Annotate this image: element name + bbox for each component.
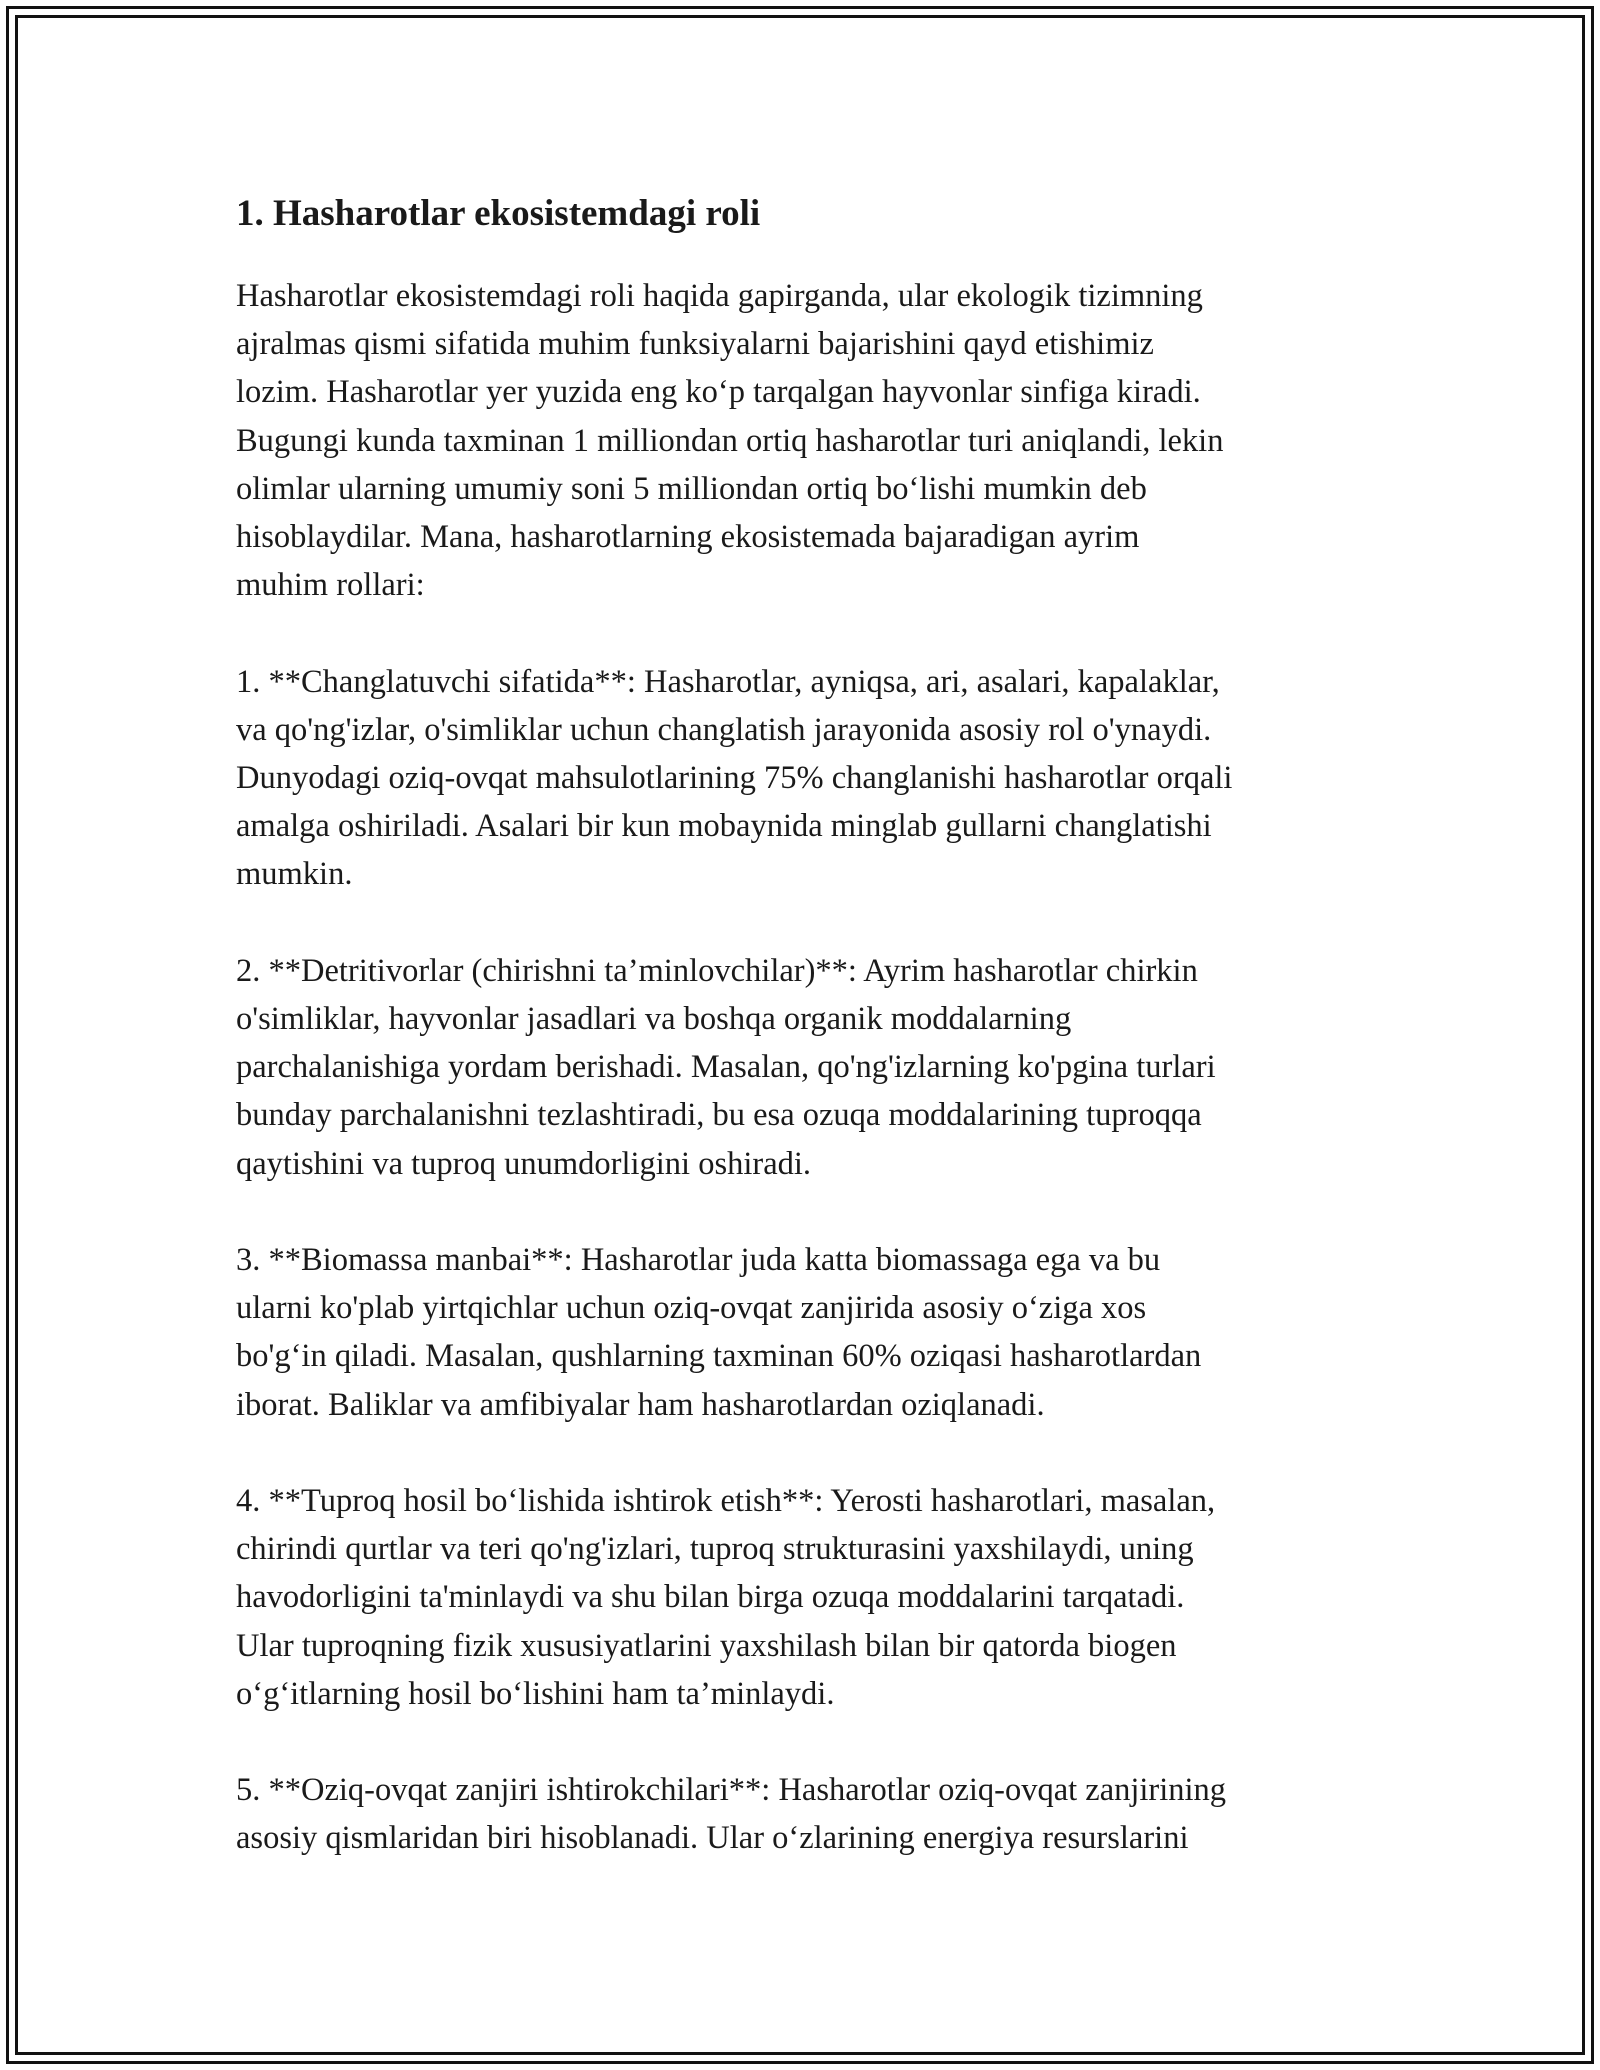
- text-line: iborat. Baliklar va amfibiyalar ham hasharotlardan oziqlanadi.: [236, 1386, 1045, 1423]
- text-line: Bugungi kunda taxminan 1 milliondan ortiq hasharotlar turi aniqlandi, lekin: [236, 422, 1224, 459]
- document-body: [236, 272, 1406, 1863]
- text-line: hisoblaydilar. Mana, hasharotlarning ekosistemada bajaradigan ayrim: [236, 519, 1140, 556]
- text-line: ajralmas qismi sifatida muhim funksiyalarni bajarishini qayd etishimiz: [236, 326, 1154, 363]
- paragraph-4: [236, 1236, 1406, 1429]
- section-title: 1. Hasharotlar ekosistemdagi roli: [236, 193, 761, 234]
- text-line: 5. **Oziq-ovqat zanjiri ishtirokchilari**: Hasharotlar oziq-ovqat zanjirining: [236, 1772, 1227, 1809]
- text-line: o'simliklar, hayvonlar jasadlari va boshqa organik moddalarning: [236, 1001, 1072, 1038]
- paragraph-1: [236, 272, 1406, 609]
- text-line: Hasharotlar ekosistemdagi roli haqida gapirganda, ular ekologik tizimning: [236, 278, 1203, 314]
- text-line: parchalanishiga yordam berishadi. Masalan, qo'ng'izlarning ko'pgina turlari: [236, 1049, 1216, 1086]
- text-line: olimlar ularning umumiy soni 5 milliondan ortiq bo‘lishi mumkin deb: [236, 470, 1147, 507]
- text-line: asosiy qismlaridan biri hisoblanadi. Ular o‘zlarining energiya resurslarini: [236, 1820, 1189, 1857]
- text-line: Dunyodagi oziq-ovqat mahsulotlarining 75% changlanishi hasharotlar orqali: [236, 760, 1233, 797]
- text-line: amalga oshiriladi. Asalari bir kun mobaynida minglab gullarni changlatishi: [236, 808, 1212, 845]
- text-line: lozim. Hasharotlar yer yuzida eng ko‘p tarqalgan hayvonlar sinfiga kiradi.: [236, 374, 1201, 411]
- paragraph-6: [236, 1766, 1406, 1862]
- text-line: 2. **Detritivorlar (chirishni ta’minlovchilar)**: Ayrim hasharotlar chirkin: [236, 952, 1198, 989]
- text-line: ularni ko'plab yirtqichlar uchun oziq-ovqat zanjirida asosiy o‘ziga xos: [236, 1290, 1147, 1327]
- text-line: 1. **Changlatuvchi sifatida**: Hasharotlar, ayniqsa, ari, asalari, kapalaklar,: [236, 663, 1220, 700]
- text-line: muhim rollari:: [236, 567, 425, 604]
- text-line: 3. **Biomassa manbai**: Hasharotlar juda katta biomassaga ega va bu: [236, 1242, 1161, 1279]
- paragraph-3: [236, 947, 1406, 1188]
- text-line: chirindi qurtlar va teri qo'ng'izlari, tuproq strukturasini yaxshilaydi, uning: [236, 1531, 1194, 1568]
- text-line: va qo'ng'izlar, o'simliklar uchun changlatish jarayonida asosiy rol o'ynaydi.: [236, 711, 1212, 748]
- paragraph-5: [236, 1477, 1406, 1718]
- text-line: bunday parchalanishni tezlashtiradi, bu esa ozuqa moddalarining tuproqqa: [236, 1097, 1202, 1134]
- text-line: 4. **Tuproq hosil bo‘lishida ishtirok etish**: Yerosti hasharotlari, masalan,: [236, 1483, 1216, 1520]
- text-line: mumkin.: [236, 856, 353, 893]
- text-line: bo'g‘in qiladi. Masalan, qushlarning taxminan 60% oziqasi hasharotlardan: [236, 1338, 1202, 1375]
- text-line: o‘g‘itlarning hosil bo‘lishini ham ta’minlaydi.: [236, 1675, 835, 1712]
- paragraph-2: [236, 658, 1406, 899]
- text-line: havodorligini ta'minlaydi va shu bilan birga ozuqa moddalarini tarqatadi.: [236, 1579, 1185, 1616]
- text-line: Ular tuproqning fizik xususiyatlarini yaxshilash bilan bir qatorda biogen: [236, 1627, 1177, 1664]
- text-line: qaytishini va tuproq unumdorligini oshiradi.: [236, 1145, 812, 1182]
- document-page: [236, 186, 1406, 1911]
